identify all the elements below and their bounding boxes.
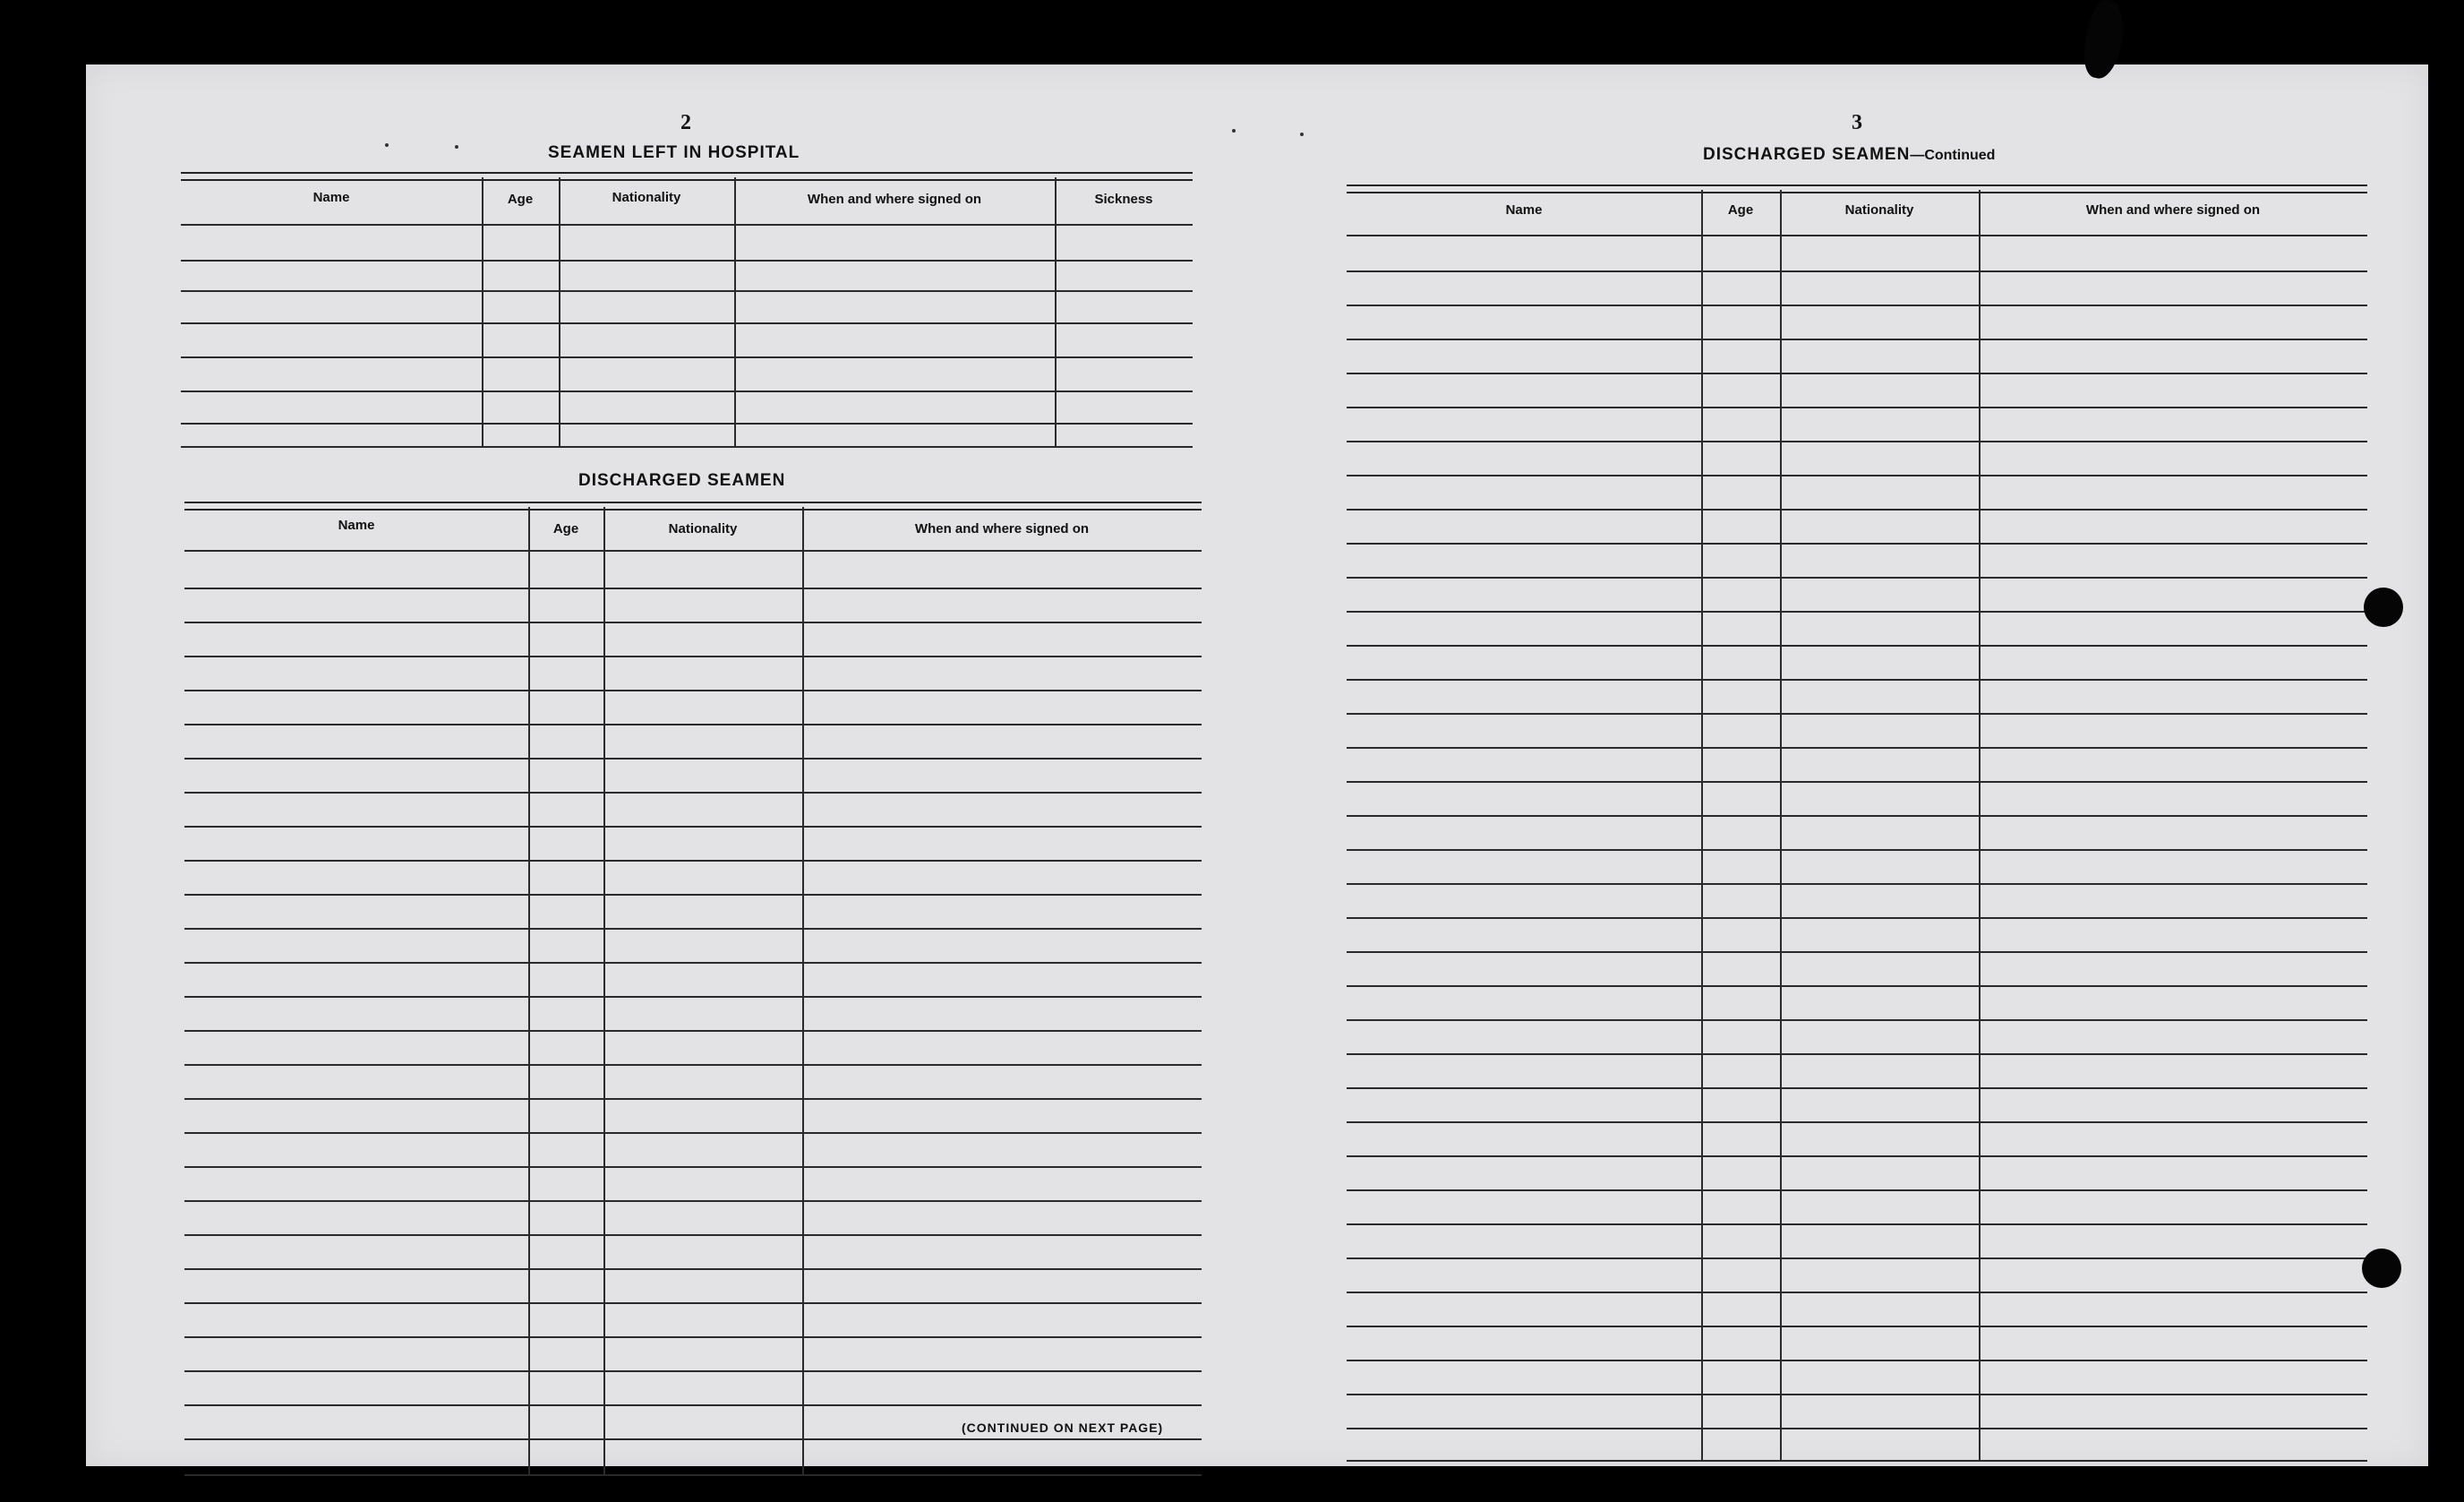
column-header-age: Age: [1727, 202, 1754, 218]
page-number-right: 3: [1852, 111, 1862, 134]
column-header-name: Name: [312, 190, 350, 205]
document-sheet: [86, 64, 2428, 1466]
discharged-continued-title: [1703, 145, 1995, 165]
scan-speck: [1300, 133, 1304, 136]
scan-speck: [1232, 129, 1236, 133]
column-header-nationality: Nationality: [668, 521, 738, 536]
column-header-age: Age: [552, 521, 579, 536]
scan-speck: [385, 143, 389, 147]
column-header-name: Name: [1505, 202, 1543, 218]
column-header-signed-on: When and where signed on: [2085, 202, 2261, 218]
column-header-signed-on: When and where signed on: [914, 521, 1090, 536]
hospital-section-title: SEAMEN LEFT IN HOSPITAL: [548, 143, 800, 162]
discharged-section-title: DISCHARGED SEAMEN: [578, 471, 786, 490]
column-header-nationality: Nationality: [612, 190, 681, 205]
hospital-table: [181, 172, 1193, 450]
discharged-table-left: [184, 502, 1202, 1480]
scan-speck: [455, 145, 458, 149]
punch-hole-upper: [2364, 588, 2403, 627]
column-header-age: Age: [507, 192, 534, 207]
column-header-sickness: Sickness: [1094, 192, 1153, 207]
discharged-continued-title-main: DISCHARGED SEAMEN: [1703, 145, 1911, 164]
column-header-signed-on: When and where signed on: [807, 192, 982, 207]
continued-note: (CONTINUED ON NEXT PAGE): [962, 1420, 1164, 1435]
discharged-table-right: [1347, 185, 2367, 1465]
column-header-nationality: Nationality: [1844, 202, 1914, 218]
discharged-continued-suffix: —Continued: [1910, 148, 1996, 163]
punch-hole-lower: [2362, 1249, 2401, 1288]
column-header-name: Name: [338, 518, 375, 533]
page-number-left: 2: [680, 111, 691, 134]
